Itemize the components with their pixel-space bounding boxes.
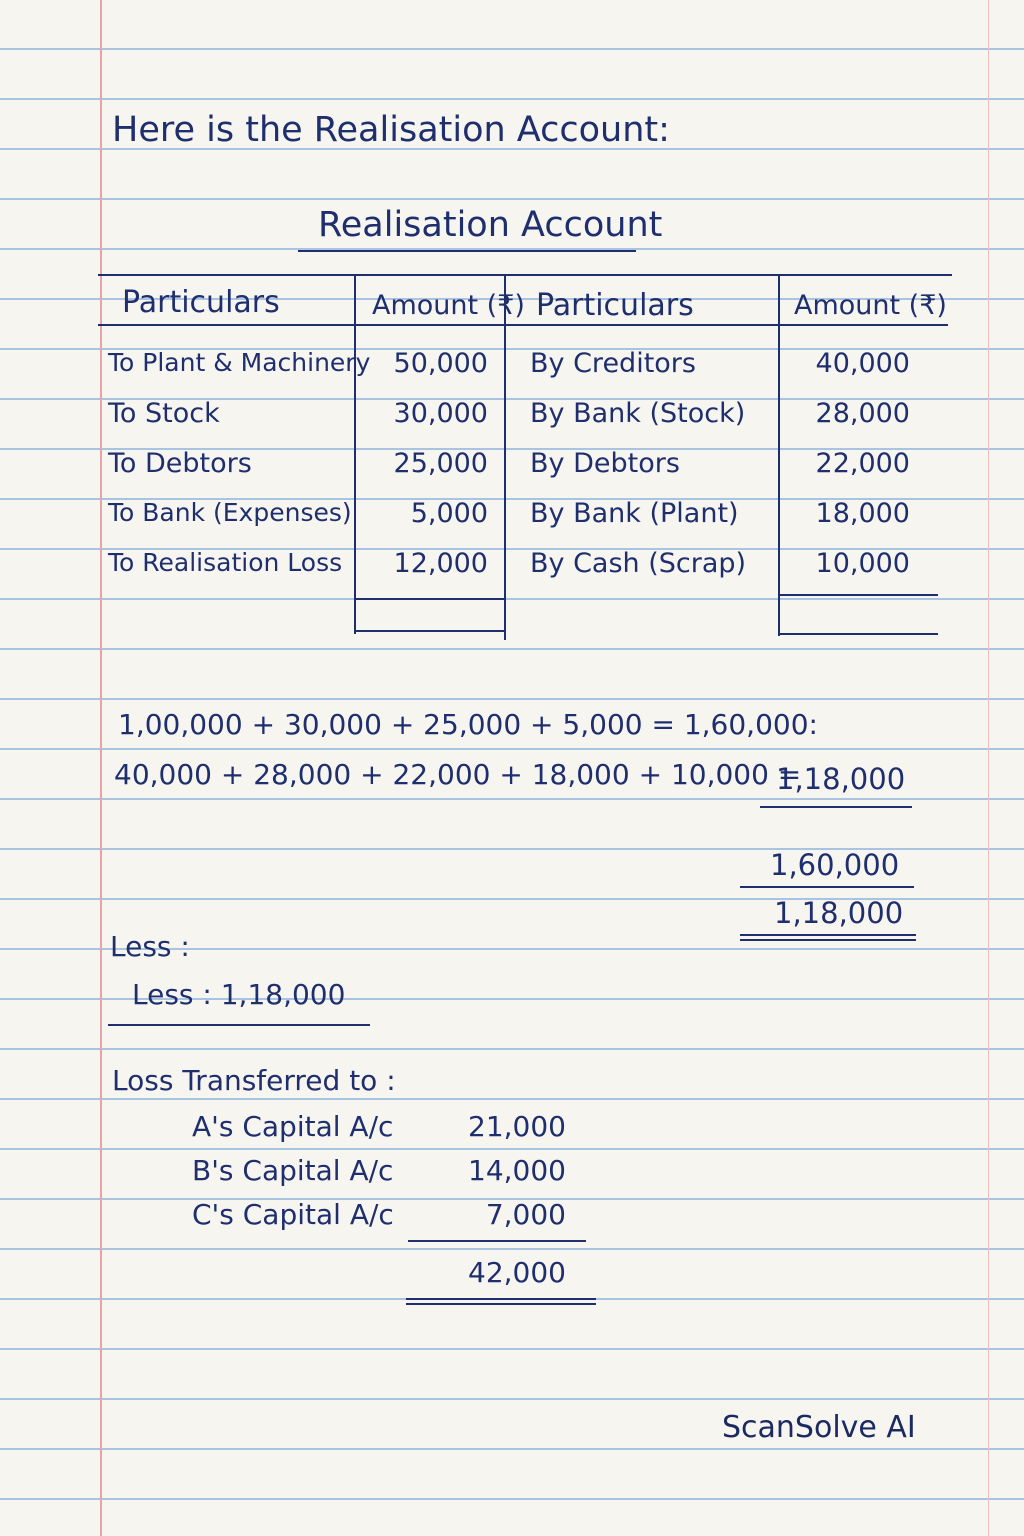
- debit-particular: To Debtors: [108, 448, 252, 479]
- title-underline: [298, 250, 636, 252]
- loss-account: C's Capital A/c: [192, 1198, 394, 1231]
- less-underline: [108, 1024, 370, 1026]
- debit-particular: To Stock: [108, 398, 220, 429]
- less-label: Less :: [110, 930, 190, 963]
- credit-amount: 22,000: [815, 448, 910, 479]
- debit-amount: 5,000: [410, 498, 488, 529]
- loss-heading: Loss Transferred to :: [112, 1064, 396, 1097]
- right-margin-line: [988, 0, 989, 1536]
- calc-line-1: 1,00,000 + 30,000 + 25,000 + 5,000 = 1,60,000:: [118, 708, 818, 741]
- calc-result-underline: [760, 806, 912, 808]
- header-right-particulars: Particulars: [536, 288, 694, 323]
- table-header-rule: [98, 324, 948, 326]
- stack-bottom-value: 1,18,000: [774, 896, 904, 930]
- right-total-rule-1: [780, 594, 938, 596]
- loss-amount: 21,000: [468, 1110, 566, 1143]
- loss-amount: 14,000: [468, 1154, 566, 1187]
- loss-account: B's Capital A/c: [192, 1154, 394, 1187]
- stack-rule-1: [740, 886, 914, 888]
- loss-total-double-rule-2: [406, 1303, 596, 1305]
- calc-line-2-expression: 40,000 + 28,000 + 22,000 + 18,000 + 10,000 =: [114, 758, 802, 791]
- table-col-divider-1: [354, 276, 356, 634]
- stack-top-value: 1,60,000: [770, 848, 900, 882]
- right-total-rule-2: [780, 633, 938, 635]
- less-line: Less : 1,18,000: [132, 978, 346, 1011]
- loss-total-rule: [408, 1240, 586, 1242]
- debit-amount: 12,000: [393, 548, 488, 579]
- debit-particular: To Plant & Machinery: [108, 348, 371, 377]
- debit-amount: 30,000: [393, 398, 488, 429]
- stack-rule-2: [740, 934, 916, 936]
- loss-total-double-rule-1: [406, 1298, 596, 1300]
- credit-amount: 28,000: [815, 398, 910, 429]
- calc-line-2-result: 1,18,000: [776, 762, 906, 796]
- credit-particular: By Bank (Stock): [530, 398, 746, 429]
- debit-particular: To Realisation Loss: [108, 548, 343, 577]
- brand-watermark: ScanSolve AI: [722, 1410, 916, 1445]
- left-total-rule-2: [356, 630, 504, 632]
- stack-rule-3: [740, 939, 916, 941]
- credit-amount: 10,000: [815, 548, 910, 579]
- table-col-divider-3: [778, 276, 780, 636]
- credit-particular: By Bank (Plant): [530, 498, 739, 529]
- credit-particular: By Creditors: [530, 348, 696, 379]
- credit-amount: 40,000: [815, 348, 910, 379]
- loss-amount: 7,000: [485, 1198, 566, 1231]
- table-top-rule: [98, 274, 952, 276]
- credit-amount: 18,000: [815, 498, 910, 529]
- margin-line: [100, 0, 102, 1536]
- credit-particular: By Cash (Scrap): [530, 548, 747, 579]
- debit-amount: 25,000: [393, 448, 488, 479]
- intro-text: Here is the Realisation Account:: [112, 110, 670, 150]
- debit-amount: 50,000: [393, 348, 488, 379]
- header-left-particulars: Particulars: [122, 285, 280, 320]
- account-title: Realisation Account: [318, 205, 663, 245]
- left-total-rule-1: [356, 598, 504, 600]
- header-right-amount: Amount (₹): [794, 290, 947, 321]
- header-left-amount: Amount (₹): [372, 290, 525, 321]
- credit-particular: By Debtors: [530, 448, 680, 479]
- debit-particular: To Bank (Expenses): [108, 498, 352, 527]
- table-col-divider-2: [504, 276, 506, 640]
- loss-account: A's Capital A/c: [192, 1110, 394, 1143]
- loss-total: 42,000: [468, 1256, 566, 1289]
